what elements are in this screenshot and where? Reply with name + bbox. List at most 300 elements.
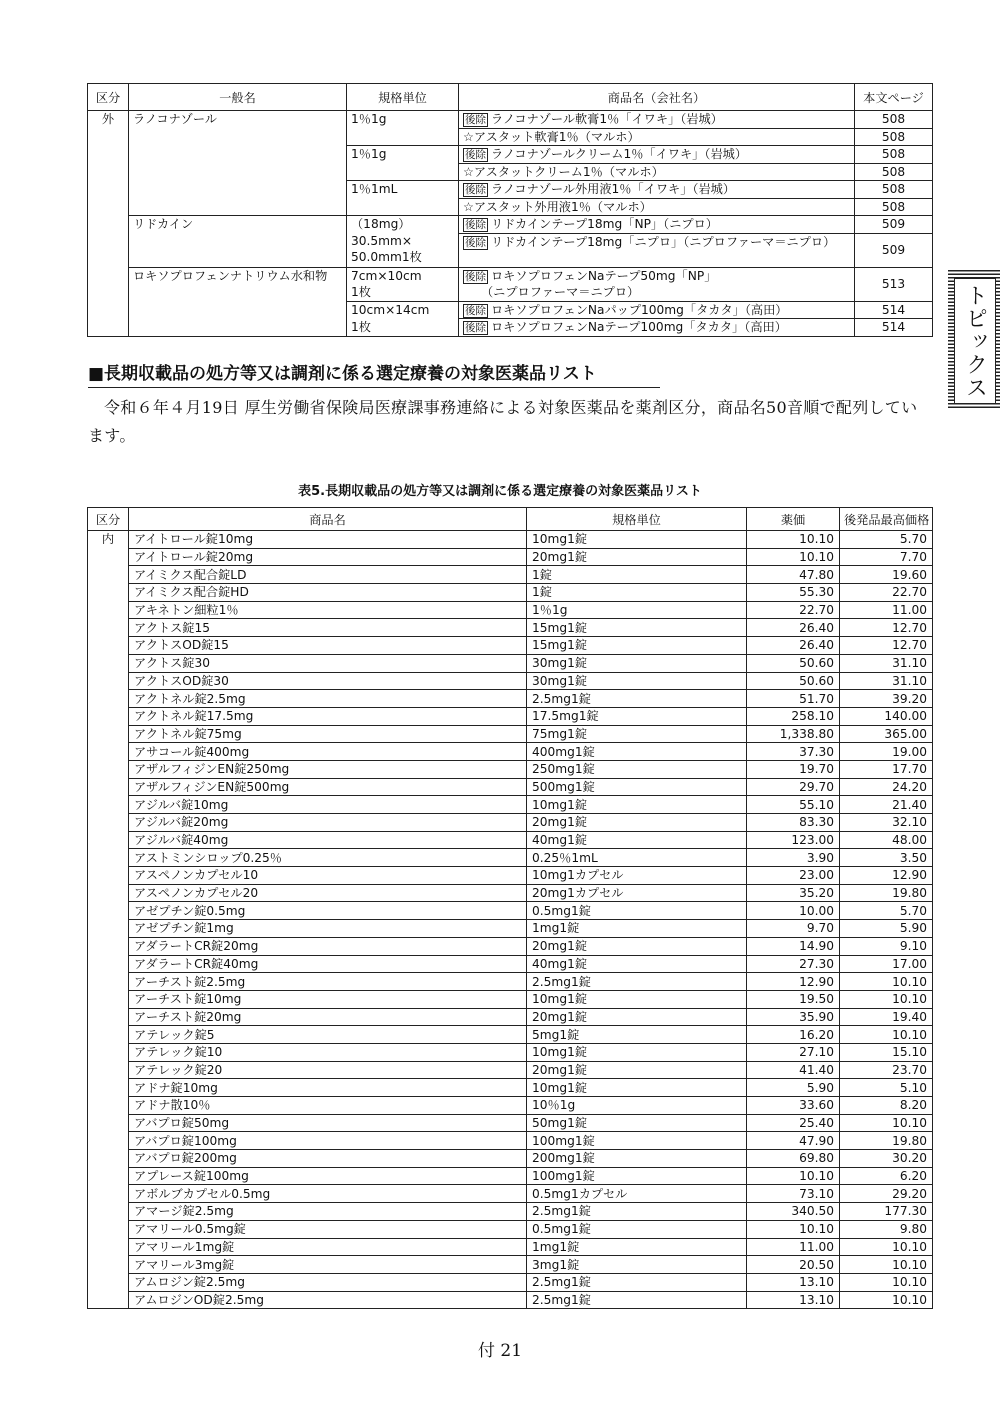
price-cell: 73.10 [747, 1185, 840, 1203]
kouhatsu-badge: 後除 [465, 270, 486, 283]
generic-max-price-cell: 10.10 [840, 973, 933, 991]
unit-cell: 10mg1錠 [527, 1079, 747, 1097]
product-name-cell: アクトネル錠17.5mg [129, 707, 527, 725]
generic-max-price-cell: 11.00 [840, 601, 933, 619]
price-cell: 10.10 [747, 1167, 840, 1185]
table-row [88, 654, 933, 672]
col-header-generic-max: 後発品最高価格 [840, 508, 933, 531]
table-row [88, 637, 933, 655]
table-row [88, 902, 933, 920]
product-name-cell: アザルフィジンEN錠500mg [129, 778, 527, 796]
table-row [88, 1097, 933, 1115]
general-name-cell: ラノコナゾール [129, 111, 347, 129]
unit-cell: 15mg1錠 [527, 619, 747, 637]
general-name-cell: ロキソプロフェンナトリウム水和物 [129, 267, 347, 301]
table-row [88, 1026, 933, 1044]
table-row [88, 1079, 933, 1097]
unit-cell: 250mg1錠 [527, 760, 747, 778]
col-header-unit: 規格単位 [527, 508, 747, 531]
generic-max-price-cell: 10.10 [840, 1273, 933, 1291]
unit-cell: 20mg1錠 [527, 937, 747, 955]
table-row [88, 1150, 933, 1168]
page-cell: 514 [855, 301, 933, 319]
drug-price-table [87, 507, 933, 1309]
product-name-cell: アクトス錠30 [129, 654, 527, 672]
generic-max-price-cell: 19.40 [840, 1008, 933, 1026]
price-cell: 50.60 [747, 654, 840, 672]
generic-max-price-cell: 8.20 [840, 1097, 933, 1115]
product-name-cell: アゼプチン錠1mg [129, 920, 527, 938]
price-cell: 47.80 [747, 566, 840, 584]
price-cell: 35.20 [747, 884, 840, 902]
product-name: ラノコナゾール軟膏1％「イワキ」（岩城） [491, 112, 723, 126]
table-row [88, 198, 933, 216]
price-cell: 1,338.80 [747, 725, 840, 743]
generic-max-price-cell: 9.80 [840, 1220, 933, 1238]
product-name-cell: アキネトン細粒1％ [129, 601, 527, 619]
product-name: リドカインテープ18mg「ニプロ」（ニプロファーマ＝ニプロ） [491, 234, 836, 249]
unit-cell: 0.25％1mL [527, 849, 747, 867]
table-row [88, 743, 933, 761]
unit-cell: 1％1g [527, 601, 747, 619]
class-cell: 内 [88, 531, 129, 1309]
product-name-cell: アイミクス配合錠LD [129, 566, 527, 584]
product-name-cell: アマリール0.5mg錠 [129, 1220, 527, 1238]
unit-cell: 10mg1カプセル [527, 867, 747, 885]
generic-max-price-cell: 5.70 [840, 531, 933, 549]
kouhatsu-badge: 後除 [465, 219, 486, 231]
table-row [88, 849, 933, 867]
price-cell: 10.00 [747, 902, 840, 920]
price-cell: 19.70 [747, 760, 840, 778]
product-name-cell: アバプロ錠100mg [129, 1132, 527, 1150]
table-row [88, 181, 933, 199]
col-header-class: 区分 [88, 508, 129, 531]
unit-cell: 0.5mg1錠 [527, 902, 747, 920]
class-cell: 外 [88, 111, 129, 129]
product-name-cell: アーチスト錠10mg [129, 990, 527, 1008]
price-cell: 340.50 [747, 1203, 840, 1221]
product-name: リドカインテープ18mg「NP」（ニプロ） [491, 217, 718, 231]
product-name-cell: アストミンシロップ0.25％ [129, 849, 527, 867]
product-company: （ニプロファーマ＝ニプロ） [481, 284, 640, 299]
unit-cell: 100mg1錠 [527, 1167, 747, 1185]
generic-max-price-cell: 15.10 [840, 1043, 933, 1061]
generic-max-price-cell: 48.00 [840, 831, 933, 849]
unit-cell: 10mg1錠 [527, 990, 747, 1008]
unit-cell: 400mg1錠 [527, 743, 747, 761]
kouhatsu-badge: 後除 [465, 236, 486, 249]
table-row [88, 1061, 933, 1079]
unit-cell: 10cm×14cm [347, 301, 459, 319]
product-cell [459, 267, 855, 301]
product-name-cell: アマリール3mg錠 [129, 1256, 527, 1274]
product-name-cell: アクトスOD錠15 [129, 637, 527, 655]
product-name: ロキソプロフェンNaパップ100mg「タカタ」（高田） [491, 302, 788, 317]
generic-max-price-cell: 23.70 [840, 1061, 933, 1079]
col-header-unit: 規格単位 [347, 84, 459, 111]
table-row [88, 584, 933, 602]
price-cell: 10.10 [747, 1220, 840, 1238]
product-name-cell: アテレック錠20 [129, 1061, 527, 1079]
table-row [88, 778, 933, 796]
unit-cell: 1枚 [347, 319, 459, 337]
product-cell: ☆アスタットクリーム1％（マルホ） [459, 163, 855, 181]
col-header-product: 商品名 [129, 508, 527, 531]
table-row [88, 725, 933, 743]
generic-max-price-cell: 19.80 [840, 884, 933, 902]
unit-cell: 1mg1錠 [527, 1238, 747, 1256]
unit-cell: 17.5mg1錠 [527, 707, 747, 725]
page-cell: 509 [855, 233, 933, 267]
product-name-cell: アテレック錠5 [129, 1026, 527, 1044]
price-cell: 13.10 [747, 1273, 840, 1291]
unit-cell: 10％1g [527, 1097, 747, 1115]
page-cell: 508 [855, 163, 933, 181]
unit-cell: 40mg1錠 [527, 955, 747, 973]
side-tab-label: トピックス [954, 278, 996, 404]
product-name-cell: アムロジンOD錠2.5mg [129, 1291, 527, 1309]
kouhatsu-badge: 後除 [465, 304, 486, 317]
unit-cell: 20mg1錠 [527, 814, 747, 832]
table-row [88, 707, 933, 725]
generic-max-price-cell: 5.70 [840, 902, 933, 920]
unit-cell: 500mg1錠 [527, 778, 747, 796]
product-name-cell: アスペノンカプセル20 [129, 884, 527, 902]
table-row [88, 937, 933, 955]
product-name-cell: アクトネル錠2.5mg [129, 690, 527, 708]
table-row [88, 867, 933, 885]
product-name-cell: アジルバ錠40mg [129, 831, 527, 849]
price-cell: 16.20 [747, 1026, 840, 1044]
unit-cell: 2.5mg1錠 [527, 1273, 747, 1291]
price-cell: 22.70 [747, 601, 840, 619]
product-name-cell: アダラートCR錠40mg [129, 955, 527, 973]
kouhatsu-badge: 後除 [465, 184, 486, 196]
col-header-class: 区分 [88, 84, 129, 111]
product-name-cell: アーチスト錠2.5mg [129, 973, 527, 991]
table-row [88, 1291, 933, 1309]
generic-max-price-cell: 3.50 [840, 849, 933, 867]
unit-cell: 1％1g [347, 146, 459, 164]
price-cell: 3.90 [747, 849, 840, 867]
table-row [88, 301, 933, 319]
generic-max-price-cell: 31.10 [840, 672, 933, 690]
table-row [88, 1203, 933, 1221]
drug-price-table-body [88, 531, 933, 1309]
price-cell: 258.10 [747, 707, 840, 725]
page-cell: 508 [855, 146, 933, 164]
generic-max-price-cell: 17.70 [840, 760, 933, 778]
product-name-cell: アテレック錠10 [129, 1043, 527, 1061]
table-row [88, 814, 933, 832]
product-name: ラノコナゾールクリーム1％「イワキ」（岩城） [491, 147, 748, 161]
table-row [88, 216, 933, 234]
generic-max-price-cell: 19.00 [840, 743, 933, 761]
section-body: 令和６年４月19日 厚生労働省保険局医療課事務連絡による対象医薬品を薬剤区分，商品名50音順で配列しています。 [88, 398, 918, 445]
price-cell: 26.40 [747, 619, 840, 637]
generic-max-price-cell: 12.90 [840, 867, 933, 885]
table-row [88, 920, 933, 938]
table-row [88, 973, 933, 991]
generic-max-price-cell: 12.70 [840, 637, 933, 655]
price-cell: 29.70 [747, 778, 840, 796]
unit-cell: 2.5mg1錠 [527, 1291, 747, 1309]
product-name-cell: アドナ散10％ [129, 1097, 527, 1115]
generic-max-price-cell: 365.00 [840, 725, 933, 743]
price-cell: 25.40 [747, 1114, 840, 1132]
product-name-cell: アイトロール錠20mg [129, 548, 527, 566]
product-cell [459, 111, 855, 129]
product-name-cell: アサコール錠400mg [129, 743, 527, 761]
product-name-cell: アクトスOD錠30 [129, 672, 527, 690]
table-row [88, 1167, 933, 1185]
generic-max-price-cell: 24.20 [840, 778, 933, 796]
generic-max-price-cell: 5.10 [840, 1079, 933, 1097]
generic-max-price-cell: 39.20 [840, 690, 933, 708]
unit-cell: 2.5mg1錠 [527, 1203, 747, 1221]
unit-cell: 20mg1カプセル [527, 884, 747, 902]
table-row [88, 1132, 933, 1150]
table-row [88, 601, 933, 619]
price-cell: 41.40 [747, 1061, 840, 1079]
price-cell: 35.90 [747, 1008, 840, 1026]
table-row [88, 566, 933, 584]
unit-cell: 0.5mg1錠 [527, 1220, 747, 1238]
unit-cell: 20mg1錠 [527, 1008, 747, 1026]
table-row [88, 1185, 933, 1203]
product-name-cell: アマージ錠2.5mg [129, 1203, 527, 1221]
product-name: ロキソプロフェンNaテープ100mg「タカタ」（高田） [491, 320, 787, 334]
product-name-cell: アクトス錠15 [129, 619, 527, 637]
col-header-product: 商品名（会社名） [459, 84, 855, 111]
generic-max-price-cell: 19.80 [840, 1132, 933, 1150]
price-cell: 55.10 [747, 796, 840, 814]
price-cell: 9.70 [747, 920, 840, 938]
generic-max-price-cell: 6.20 [840, 1167, 933, 1185]
price-cell: 55.30 [747, 584, 840, 602]
unit-cell: 40mg1錠 [527, 831, 747, 849]
unit-cell: 10mg1錠 [527, 796, 747, 814]
unit-cell: 1％1mL [347, 181, 459, 199]
table-row [88, 319, 933, 337]
table-caption: 表5.長期収載品の処方等又は調剤に係る選定療養の対象医薬品リスト [298, 484, 702, 499]
price-cell: 69.80 [747, 1150, 840, 1168]
table-row [88, 548, 933, 566]
unit-cell: 1錠 [527, 566, 747, 584]
generic-max-price-cell: 5.90 [840, 920, 933, 938]
price-cell: 50.60 [747, 672, 840, 690]
unit-cell: 10mg1錠 [527, 531, 747, 549]
table-row [88, 884, 933, 902]
kouhatsu-badge: 後除 [465, 149, 486, 161]
product-name-cell: アプレース錠100mg [129, 1167, 527, 1185]
table-row [88, 1238, 933, 1256]
side-index-tab [948, 270, 1000, 410]
product-cell: ☆アスタット軟膏1％（マルホ） [459, 128, 855, 146]
price-cell: 5.90 [747, 1079, 840, 1097]
table-row [88, 760, 933, 778]
page-cell: 508 [855, 198, 933, 216]
product-name-cell: アイミクス配合錠HD [129, 584, 527, 602]
table-row [88, 128, 933, 146]
unit-cell: 15mg1錠 [527, 637, 747, 655]
unit-cell: 2.5mg1錠 [527, 690, 747, 708]
product-name-cell: アクトネル錠75mg [129, 725, 527, 743]
generic-max-price-cell: 29.20 [840, 1185, 933, 1203]
price-cell: 26.40 [747, 637, 840, 655]
unit-cell: 2.5mg1錠 [527, 973, 747, 991]
unit-cell: 30mg1錠 [527, 672, 747, 690]
unit-cell: 1mg1錠 [527, 920, 747, 938]
price-cell: 10.10 [747, 548, 840, 566]
col-header-price: 薬価 [747, 508, 840, 531]
unit-cell: 3mg1錠 [527, 1256, 747, 1274]
page-cell: 513 [855, 267, 933, 301]
table-row [88, 1220, 933, 1238]
page-cell: 509 [855, 216, 933, 234]
generic-max-price-cell: 177.30 [840, 1203, 933, 1221]
generic-max-price-cell: 140.00 [840, 707, 933, 725]
product-cell [459, 146, 855, 164]
general-name-cell: リドカイン [129, 216, 347, 234]
page-cell: 508 [855, 128, 933, 146]
generic-max-price-cell: 19.60 [840, 566, 933, 584]
section-heading: ■長期収載品の処方等又は調剤に係る選定療養の対象医薬品リスト [88, 359, 660, 388]
product-name-cell: アジルバ錠20mg [129, 814, 527, 832]
generic-max-price-cell: 21.40 [840, 796, 933, 814]
table-row [88, 619, 933, 637]
table-header-row [88, 84, 933, 111]
product-name-cell: アボルブカプセル0.5mg [129, 1185, 527, 1203]
unit-cell: 50mg1錠 [527, 1114, 747, 1132]
table-row [88, 955, 933, 973]
product-cell [459, 301, 855, 319]
generic-max-price-cell: 10.10 [840, 1026, 933, 1044]
unit-cell: 10mg1錠 [527, 1043, 747, 1061]
table-row [88, 267, 933, 301]
product-name-cell: アイトロール錠10mg [129, 531, 527, 549]
price-cell: 19.50 [747, 990, 840, 1008]
product-name-cell: アーチスト錠20mg [129, 1008, 527, 1026]
price-cell: 14.90 [747, 937, 840, 955]
generic-max-price-cell: 10.10 [840, 990, 933, 1008]
generic-max-price-cell: 30.20 [840, 1150, 933, 1168]
generic-max-price-cell: 22.70 [840, 584, 933, 602]
unit-cell: 30.5mm× 50.0mm1枚 [347, 233, 459, 267]
table-row [88, 531, 933, 549]
unit-cell: 5mg1錠 [527, 1026, 747, 1044]
table-row [88, 1043, 933, 1061]
product-name: ロキソプロフェンNaテープ50mg「NP」 [491, 268, 717, 283]
product-name-cell: アバプロ錠50mg [129, 1114, 527, 1132]
table-row [88, 796, 933, 814]
price-cell: 83.30 [747, 814, 840, 832]
unit-cell: 100mg1錠 [527, 1132, 747, 1150]
product-cell [459, 233, 855, 267]
product-name: ラノコナゾール外用液1％「イワキ」（岩城） [491, 182, 736, 196]
page-number: 付 21 [477, 1341, 523, 1361]
generic-max-price-cell: 7.70 [840, 548, 933, 566]
price-cell: 37.30 [747, 743, 840, 761]
unit-cell: 200mg1錠 [527, 1150, 747, 1168]
price-cell: 33.60 [747, 1097, 840, 1115]
unit-cell: 1錠 [527, 584, 747, 602]
page-cell: 508 [855, 181, 933, 199]
unit-cell: 20mg1錠 [527, 1061, 747, 1079]
col-header-page: 本文ページ [855, 84, 933, 111]
product-name-cell: アゼプチン錠0.5mg [129, 902, 527, 920]
price-cell: 123.00 [747, 831, 840, 849]
price-cell: 23.00 [747, 867, 840, 885]
page-cell: 508 [855, 111, 933, 129]
product-name-cell: アバプロ錠200mg [129, 1150, 527, 1168]
product-name-cell: アザルフィジンEN錠250mg [129, 760, 527, 778]
table-row [88, 831, 933, 849]
kouhatsu-badge: 後除 [465, 322, 486, 334]
table-row [88, 690, 933, 708]
product-name-cell: アドナ錠10mg [129, 1079, 527, 1097]
product-cell [459, 319, 855, 337]
col-header-general-name: 一般名 [129, 84, 347, 111]
table-row [88, 1256, 933, 1274]
table-row [88, 990, 933, 1008]
unit-cell: 30mg1錠 [527, 654, 747, 672]
generic-max-price-cell: 9.10 [840, 937, 933, 955]
price-cell: 47.90 [747, 1132, 840, 1150]
product-name-cell: アダラートCR錠20mg [129, 937, 527, 955]
kouhatsu-badge: 後除 [465, 114, 486, 126]
table-row [88, 233, 933, 267]
price-cell: 27.10 [747, 1043, 840, 1061]
price-cell: 10.10 [747, 531, 840, 549]
product-name-cell: アジルバ錠10mg [129, 796, 527, 814]
table-row [88, 672, 933, 690]
product-name-cell: アマリール1mg錠 [129, 1238, 527, 1256]
price-cell: 20.50 [747, 1256, 840, 1274]
generic-max-price-cell: 10.10 [840, 1114, 933, 1132]
price-cell: 11.00 [747, 1238, 840, 1256]
table-row [88, 111, 933, 129]
unit-cell: 0.5mg1カプセル [527, 1185, 747, 1203]
table-row [88, 1008, 933, 1026]
price-cell: 27.30 [747, 955, 840, 973]
table-row [88, 146, 933, 164]
product-cell [459, 216, 855, 234]
price-cell: 12.90 [747, 973, 840, 991]
price-cell: 51.70 [747, 690, 840, 708]
generic-max-price-cell: 17.00 [840, 955, 933, 973]
generic-max-price-cell: 10.10 [840, 1238, 933, 1256]
product-name-cell: アスペノンカプセル10 [129, 867, 527, 885]
generic-max-price-cell: 10.10 [840, 1256, 933, 1274]
table-header-row [88, 508, 933, 531]
table-row [88, 1114, 933, 1132]
generic-max-price-cell: 12.70 [840, 619, 933, 637]
table-row [88, 1273, 933, 1291]
generic-max-price-cell: 31.10 [840, 654, 933, 672]
unit-cell: 1％1g [347, 111, 459, 129]
unit-cell: 20mg1錠 [527, 548, 747, 566]
generic-drug-table [87, 83, 933, 337]
product-name-cell: アムロジン錠2.5mg [129, 1273, 527, 1291]
unit-cell: 75mg1錠 [527, 725, 747, 743]
unit-cell: 7cm×10cm 1枚 [347, 267, 459, 301]
unit-cell: （18mg） [347, 216, 459, 234]
table-row [88, 163, 933, 181]
product-cell: ☆アスタット外用液1％（マルホ） [459, 198, 855, 216]
price-cell: 13.10 [747, 1291, 840, 1309]
